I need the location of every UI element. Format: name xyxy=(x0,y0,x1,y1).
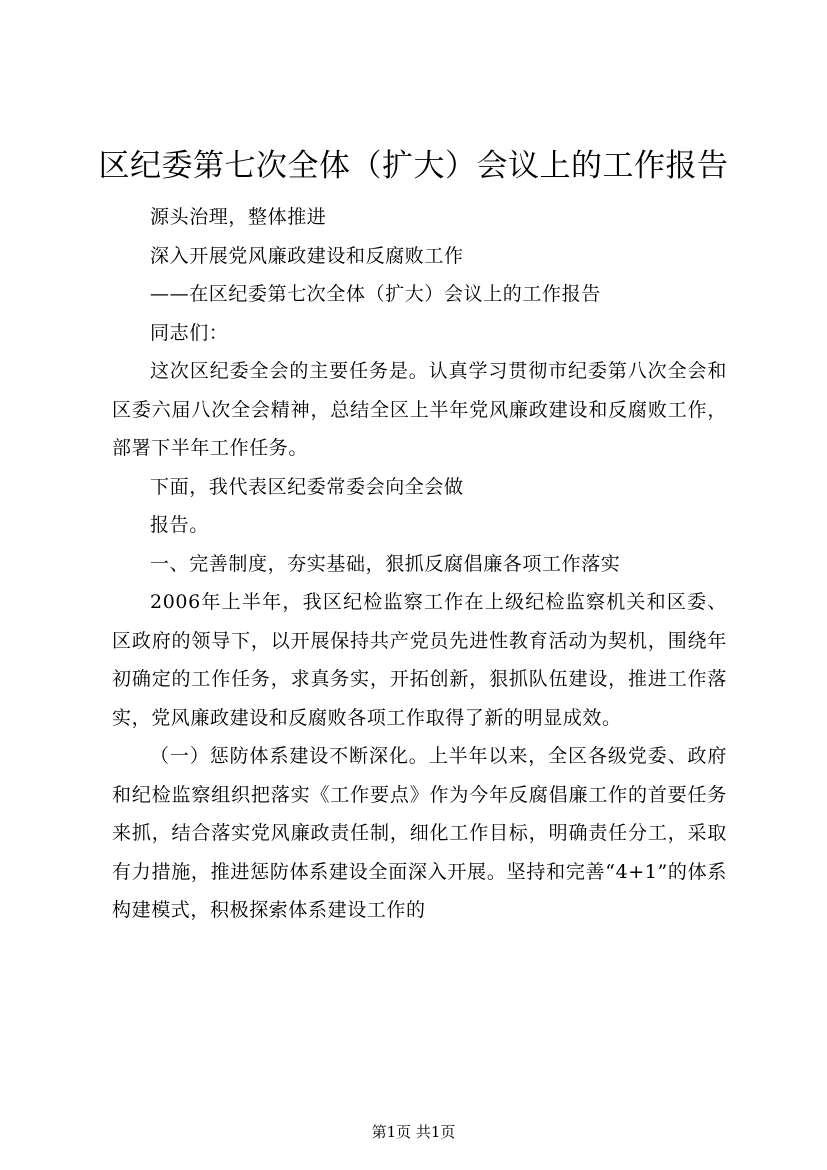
paragraph-report-intro: 下面，我代表区纪委常委会向全会做 xyxy=(150,475,464,498)
paragraph-main-task: 这次区纪委全会的主要任务是。认真学习贯彻市纪委第八次全会和区委六届八次全会精神，总结全区上半年党风廉政建设和反腐败工作，部署下半年工作任务。 xyxy=(112,360,727,459)
paragraph-prevention-system: （一）惩防体系建设不断深化。上半年以来，全区各级党委、政府和纪检监察组织把落实《工作要点》作为今年反腐倡廉工作的首要任务来抓，结合落实党风廉政责任制，细化工作目标，明确责任分工，采取有力措施，推进惩防体系建设全面深入开展。坚持和完善“4+1”的体系构建模式，积极探索体系建设工作的 xyxy=(112,745,727,921)
section-heading-1: 一、完善制度，夯实基础，狠抓反腐倡廉各项工作落实 xyxy=(150,552,621,575)
paragraph-2006-summary: 2006年上半年，我区纪检监察工作在上级纪检监察机关和区委、区政府的领导下，以开展保持共产党员先进性教育活动为契机，围绕年初确定的工作任务，求真务实，开拓创新，狠抓队伍建设，推进工作落实，党风廉政建设和反腐败各项工作取得了新的明显成效。 xyxy=(112,591,727,729)
page-footer: 第1页 共1页 xyxy=(371,1123,456,1141)
paragraph-heading-1: 源头治理，整体推进 xyxy=(150,206,327,228)
paragraph-heading-2: 深入开展党风廉政建设和反腐败工作 xyxy=(150,244,464,267)
paragraph-salutation: 同志们： xyxy=(150,321,229,344)
document-body xyxy=(112,198,727,930)
paragraph-subtitle: ——在区纪委第七次全体（扩大）会议上的工作报告 xyxy=(150,283,601,305)
paragraph-report-word: 报告。 xyxy=(150,514,209,536)
document-title: 区纪委第七次全体（扩大）会议上的工作报告 xyxy=(98,148,729,184)
